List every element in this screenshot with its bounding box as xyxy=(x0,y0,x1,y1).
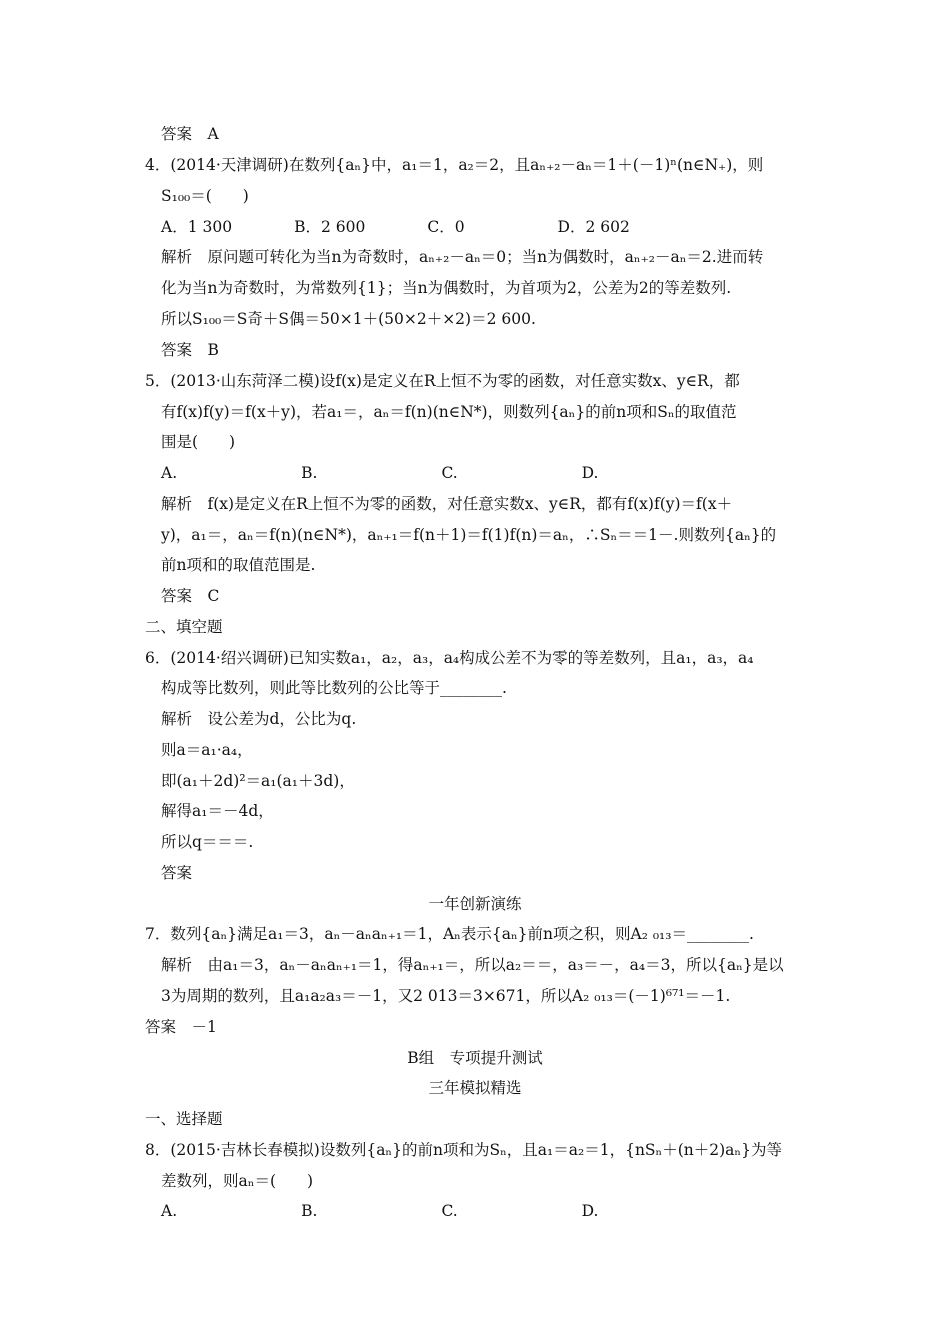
question-4-solution-1: 解析 原问题可转化为当n为奇数时，aₙ₊₂－aₙ＝0；当n为偶数时，aₙ₊₂－aₙ＝2.进而转 xyxy=(161,248,764,266)
question-5-solution-3: 前n项和的取值范围是. xyxy=(161,556,316,574)
section-heading-choice: 一、选择题 xyxy=(145,1110,223,1128)
question-4-answer: 答案 B xyxy=(161,341,219,359)
question-8-stem: 8．(2015·吉林长春模拟)设数列{aₙ}的前n项和为Sₙ，且a₁＝a₂＝1，{nSₙ＋(n＋2)aₙ}为等 xyxy=(145,1141,782,1159)
section-heading-innovation: 一年创新演练 xyxy=(428,895,522,913)
question-6-solution-3: 即(a₁＋2d)²＝a₁(a₁＋3d)， xyxy=(161,772,355,790)
question-6-solution-5: 所以q＝＝＝. xyxy=(161,833,254,851)
question-4-solution-3: 所以S₁₀₀＝S奇＋S偶＝50×1＋(50×2＋×2)＝2 600. xyxy=(161,310,536,328)
question-6-answer: 答案 xyxy=(161,864,193,882)
question-6-stem: 6．(2014·绍兴调研)已知实数a₁，a₂，a₃，a₄构成公差不为零的等差数列，且a₁，a₃，a₄ xyxy=(145,649,754,667)
question-8-options: A. B. C. D. xyxy=(161,1202,599,1220)
question-5-stem: 5．(2013·山东菏泽二模)设f(x)是定义在R上恒不为零的函数，对任意实数x、y∈R，都 xyxy=(145,372,740,390)
question-7-solution-2: 3为周期的数列，且a₁a₂a₃＝－1，又2 013＝3×671，所以A₂ ₀₁₃＝(－1)⁶⁷¹＝－1. xyxy=(161,987,731,1005)
group-b-heading: B组 专项提升测试 xyxy=(407,1049,543,1067)
section-heading-fill-in: 二、填空题 xyxy=(145,618,223,636)
question-4-stem-cont: S₁₀₀＝( ) xyxy=(161,187,249,205)
question-7-solution-1: 解析 由a₁＝3，aₙ－aₙaₙ₊₁＝1，得aₙ₊₁＝，所以a₂＝＝，a₃＝－，a₄＝3，所以{aₙ}是以 xyxy=(161,956,784,974)
question-5-options: A. B. C. D. xyxy=(161,464,599,482)
question-6-solution-1: 解析 设公差为d，公比为q. xyxy=(161,710,357,728)
question-7-stem: 7．数列{aₙ}满足a₁＝3，aₙ－aₙaₙ₊₁＝1，Aₙ表示{aₙ}前n项之积，则A₂ ₀₁₃＝________. xyxy=(145,925,754,943)
question-8-stem-cont: 差数列，则aₙ＝( ) xyxy=(161,1172,314,1190)
question-6-solution-2: 则a＝a₁·a₄， xyxy=(161,741,253,759)
question-6-solution-4: 解得a₁＝－4d， xyxy=(161,802,274,820)
question-5-solution-1: 解析 f(x)是定义在R上恒不为零的函数，对任意实数x、y∈R，都有f(x)f(y)＝f(x＋ xyxy=(161,495,733,513)
question-6-stem-cont: 构成等比数列，则此等比数列的公比等于________. xyxy=(161,679,507,697)
question-4-solution-2: 化为当n为奇数时，为常数列{1}；当n为偶数时，为首项为2，公差为2的等差数列. xyxy=(161,279,732,297)
question-4-options: A．1 300 B．2 600 C．0 D．2 602 xyxy=(161,218,630,236)
section-heading-three-year: 三年模拟精选 xyxy=(428,1079,522,1097)
question-4-stem: 4．(2014·天津调研)在数列{aₙ}中，a₁＝1，a₂＝2，且aₙ₊₂－aₙ＝1＋(－1)ⁿ(n∈N₊)，则 xyxy=(145,156,764,174)
question-5-stem-cont: 有f(x)f(y)＝f(x＋y)，若a₁＝，aₙ＝f(n)(n∈N*)，则数列{aₙ}的前n项和Sₙ的取值范 xyxy=(161,403,737,421)
question-5-answer: 答案 C xyxy=(161,587,220,605)
question-5-solution-2: y)，a₁＝，aₙ＝f(n)(n∈N*)，aₙ₊₁＝f(n＋1)＝f(1)f(n)＝aₙ，∴Sₙ＝＝1－.则数列{aₙ}的 xyxy=(161,526,777,544)
question-5-stem-end: 围是( ) xyxy=(161,433,236,451)
answer-line-3: 答案 A xyxy=(161,125,219,143)
question-7-answer: 答案 －1 xyxy=(145,1018,217,1036)
